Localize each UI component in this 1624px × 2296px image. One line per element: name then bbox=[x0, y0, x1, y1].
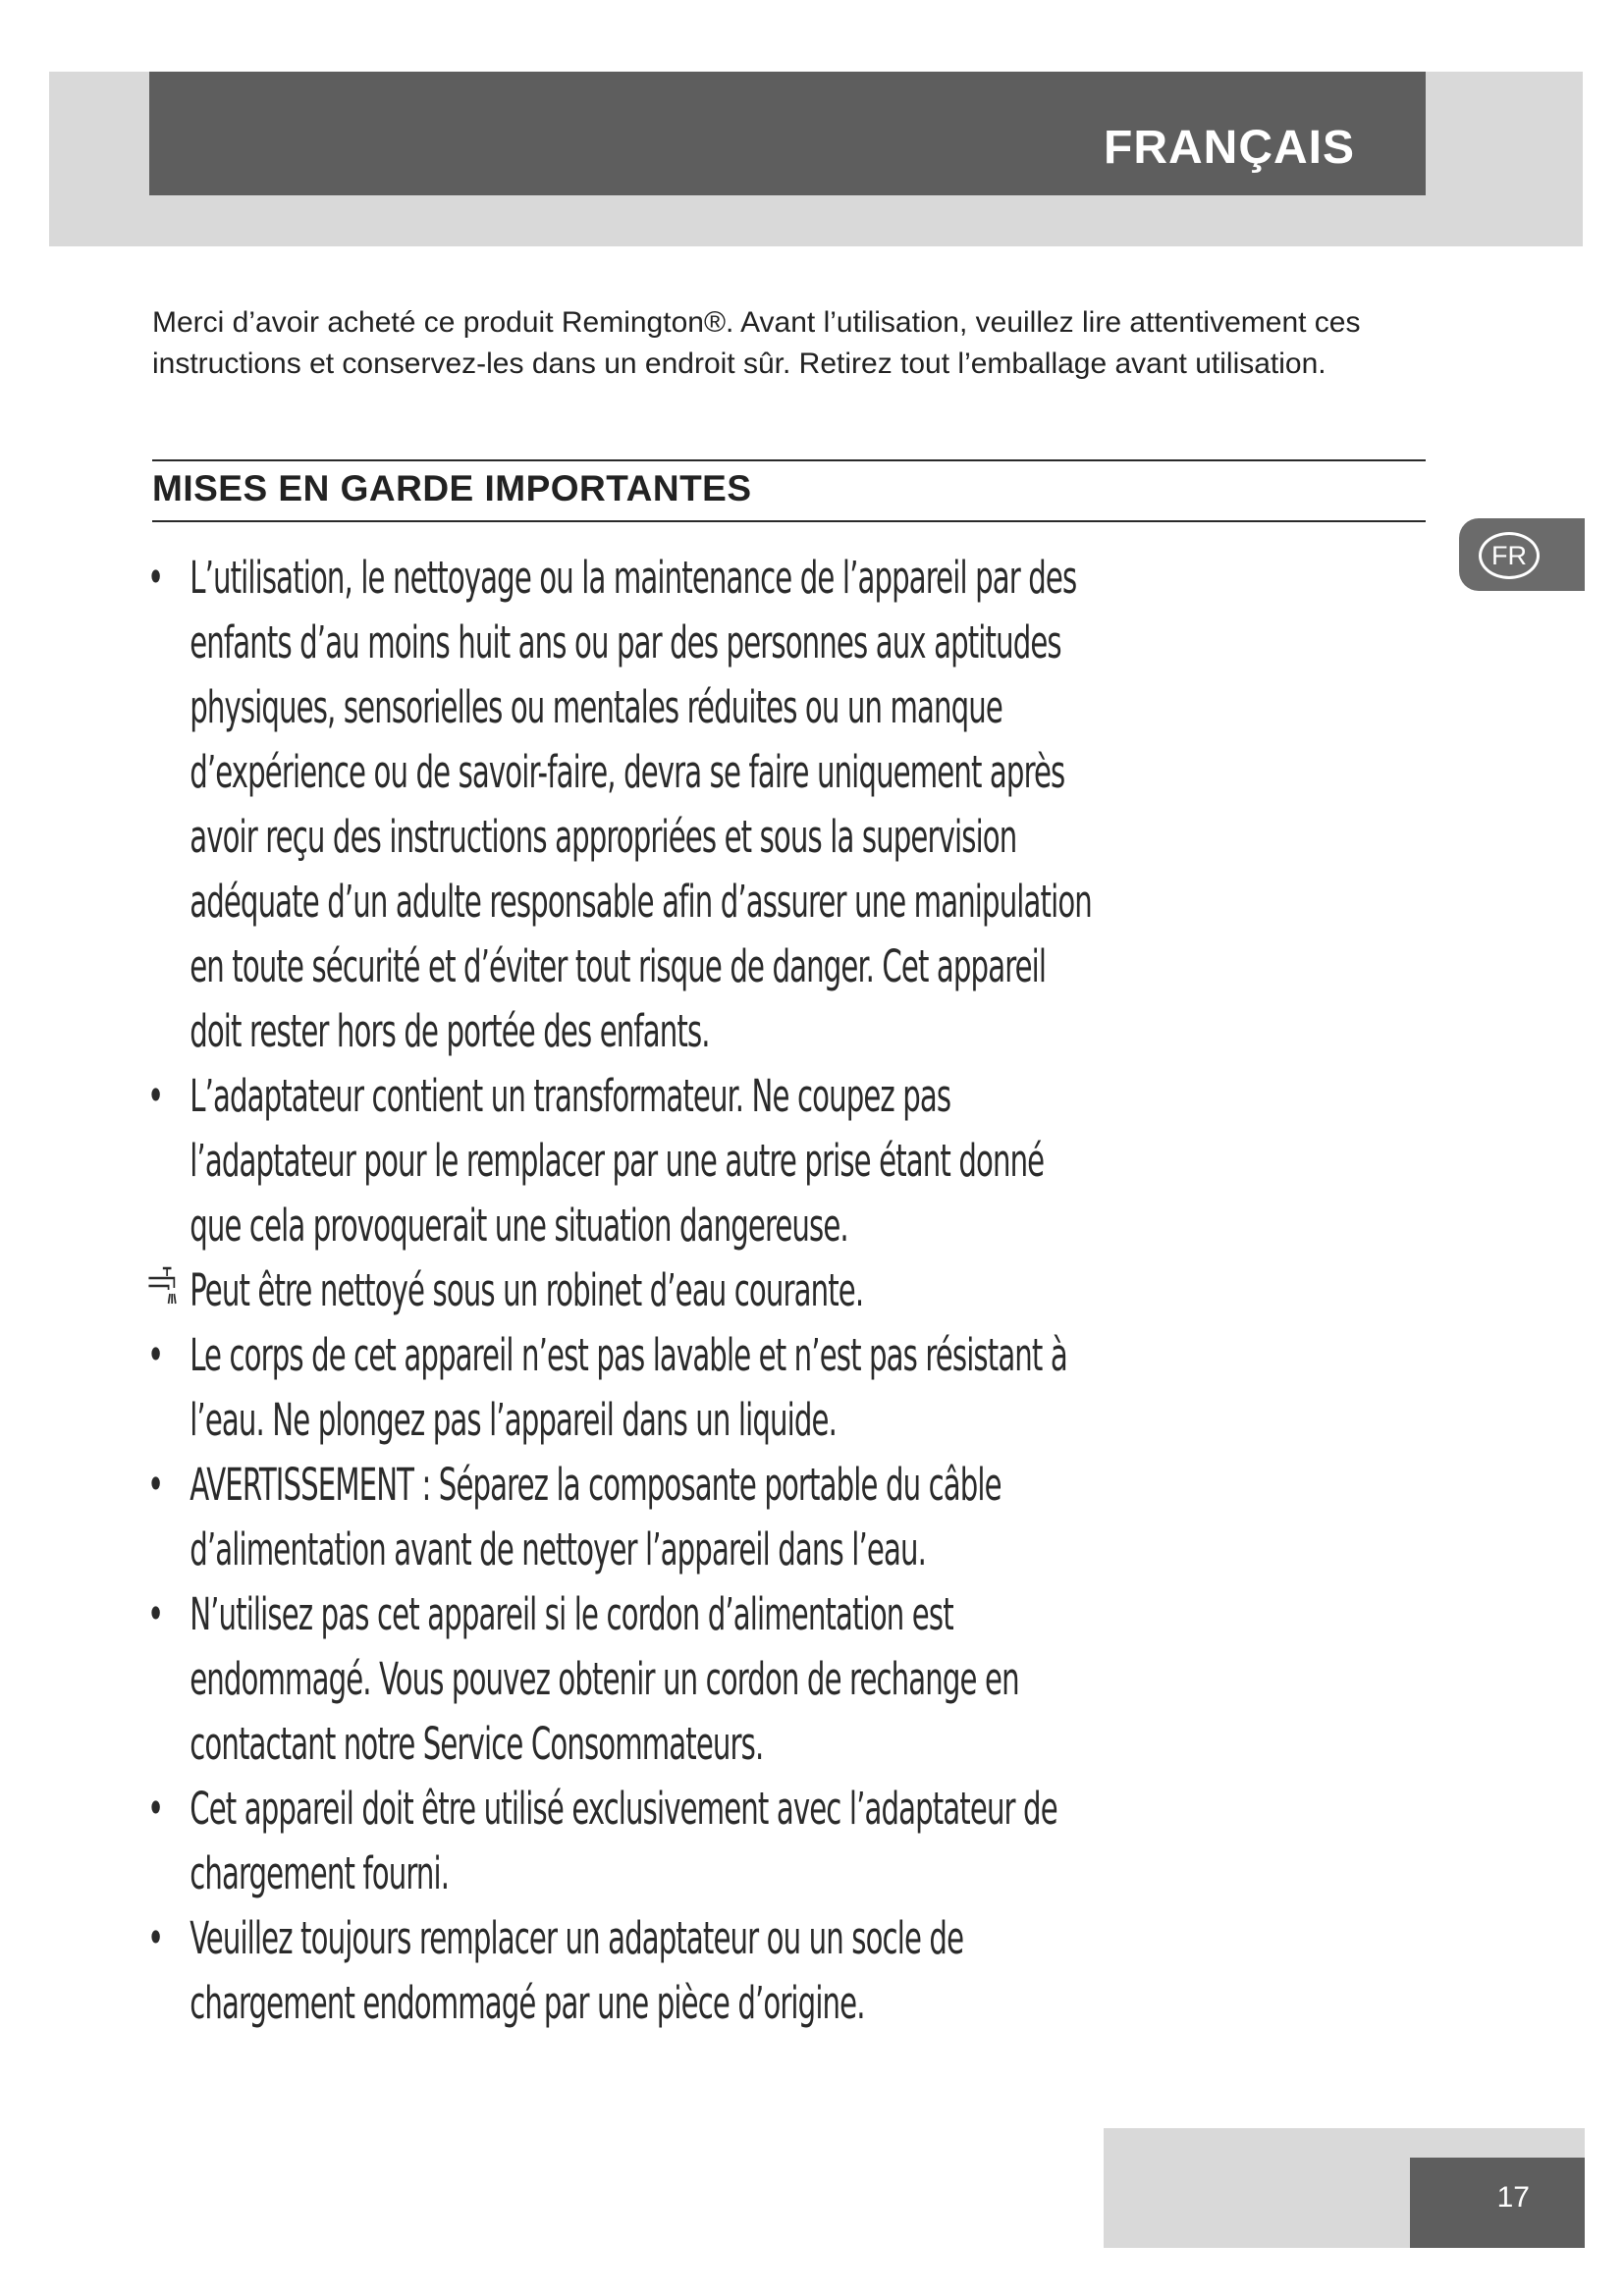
header-bar bbox=[149, 72, 1426, 195]
warnings-list bbox=[147, 546, 1102, 2036]
page-title: FRANÇAIS bbox=[1104, 122, 1355, 174]
bullet: • bbox=[147, 1070, 164, 1122]
warning-item bbox=[147, 1064, 1102, 1258]
warning-item bbox=[147, 1582, 1102, 1777]
language-badge: FR bbox=[1479, 532, 1540, 579]
footer-band bbox=[1104, 2128, 1585, 2248]
warning-text: L’utilisation, le nettoyage ou la maintenance de l’appareil par des enfants d’au moins huit ans ou par des personnes aux aptitudes physiques, sensorielles ou mentales réduites ou un manque d’expérience ou de savoir-faire, devra se faire uniquement après avoir reçu des instructions appropriées et sous la supervision adéquate d’un adulte responsable afin d’assurer une manipulation en toute sécurité et d’éviter tout risque de danger. Cet appareil doit rester hors de portée des enfants. bbox=[189, 552, 1092, 1057]
page-number: 17 bbox=[1496, 2181, 1530, 2214]
bullet: • bbox=[147, 1459, 164, 1511]
section-rule-top bbox=[152, 459, 1426, 461]
section-rule-bottom bbox=[152, 520, 1426, 522]
warning-item bbox=[147, 546, 1102, 1064]
warning-text: L’adaptateur contient un transformateur. Ne coupez pas l’adaptateur pour le remplacer par une autre prise étant donné que cela provoquerait une situation dangereuse. bbox=[189, 1070, 1045, 1252]
warning-text: AVERTISSEMENT : Séparez la composante portable du câble d’alimentation avant de nettoyer l’appareil dans l’eau. bbox=[189, 1459, 1001, 1575]
warning-item bbox=[147, 1323, 1102, 1453]
language-tab bbox=[1459, 518, 1585, 591]
bullet: • bbox=[147, 1588, 164, 1640]
bullet: • bbox=[147, 1912, 164, 1964]
faucet-icon bbox=[147, 1262, 189, 1327]
warning-text: Veuillez toujours remplacer un adaptateur ou un socle de chargement endommagé par une pièce d’origine. bbox=[189, 1912, 964, 2029]
warning-text: N’utilisez pas cet appareil si le cordon d’alimentation est endommagé. Vous pouvez obtenir un cordon de rechange en contactant notre Service Consommateurs. bbox=[189, 1588, 1019, 1770]
warning-item bbox=[147, 1453, 1102, 1582]
warning-text: Peut être nettoyé sous un robinet d’eau courante. bbox=[189, 1264, 864, 1316]
warning-item-faucet bbox=[147, 1258, 1102, 1323]
page-number-box bbox=[1410, 2158, 1585, 2248]
section-title: MISES EN GARDE IMPORTANTES bbox=[152, 468, 752, 508]
warning-text: Cet appareil doit être utilisé exclusivement avec l’adaptateur de chargement fourni. bbox=[189, 1783, 1057, 1899]
bullet: • bbox=[147, 552, 164, 604]
warning-text: Le corps de cet appareil n’est pas lavable et n’est pas résistant à l’eau. Ne plongez pas l’appareil dans un liquide. bbox=[189, 1329, 1067, 1446]
warning-item bbox=[147, 1906, 1102, 2036]
intro-paragraph: Merci d’avoir acheté ce produit Remington®. Avant l’utilisation, veuillez lire attentivement ces instructions et conservez-les dans un endroit sûr. Retirez tout l’emballage avant utilisation. bbox=[152, 306, 1361, 380]
warning-item bbox=[147, 1777, 1102, 1906]
bullet: • bbox=[147, 1783, 164, 1835]
bullet: • bbox=[147, 1329, 164, 1381]
